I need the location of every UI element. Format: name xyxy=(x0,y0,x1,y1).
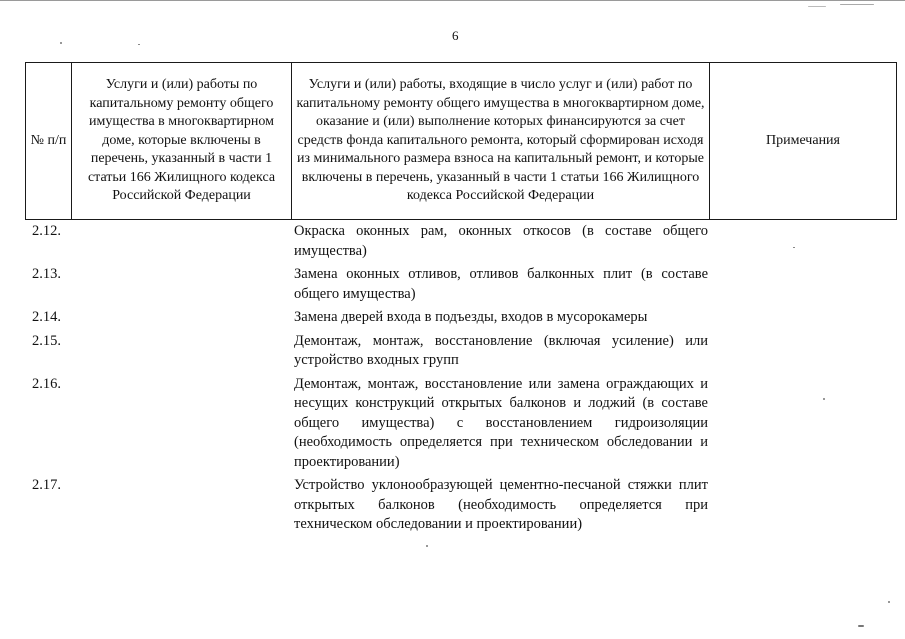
row-text: Устройство уклонообразующей цементно-песчаной стяжки плит открытых балконов (необходимость определяется при техническом обследовании и проектировании) xyxy=(294,477,708,532)
row-text: Замена оконных отливов, отливов балконных плит (в составе общего имущества) xyxy=(294,266,708,302)
header-cell-services-list: Услуги и (или) работы по капитальному ремонту общего имущества в многоквартирном доме, которые включены в перечень, указанный в части 1 статьи 166 Жилищного кодекса Российской Федерации xyxy=(72,63,292,219)
row-text: Окраска оконных рам, оконных откосов (в составе общего имущества) xyxy=(294,223,708,259)
scan-speck xyxy=(858,625,864,627)
page-number: 6 xyxy=(452,28,459,43)
table-header xyxy=(25,62,897,220)
row-text: Демонтаж, монтаж, восстановление или замена ограждающих и несущих конструкций открытых балконов и лоджий (в составе общего имущества) с восстановлением гидроизоляции (необходимость определяется при техническом обследовании и проектировании) xyxy=(294,375,708,470)
scan-speck xyxy=(808,6,826,7)
scan-speck xyxy=(426,545,428,547)
scan-speck xyxy=(840,4,874,5)
table-row xyxy=(25,222,897,261)
table-row xyxy=(25,375,897,473)
row-number: 2.17. xyxy=(32,477,61,493)
row-number: 2.16. xyxy=(32,375,61,392)
row-text: Демонтаж, монтаж, восстановление (включая усиление) или устройство входных групп xyxy=(294,332,708,368)
scan-speck xyxy=(60,42,62,44)
row-number: 2.12. xyxy=(32,223,61,239)
table-row xyxy=(25,308,897,328)
scan-speck xyxy=(888,601,890,603)
table-body xyxy=(25,222,897,539)
row-number: 2.15. xyxy=(32,332,61,349)
scan-speck xyxy=(138,44,140,45)
header-cell-number: № п/п xyxy=(26,63,72,219)
table-row xyxy=(25,476,897,535)
row-number: 2.13. xyxy=(32,266,61,282)
scan-top-edge xyxy=(0,0,905,1)
header-cell-notes: Примечания xyxy=(765,132,840,148)
row-number: 2.14. xyxy=(32,309,61,325)
header-cell-services-fund: Услуги и (или) работы, входящие в число услуг и (или) работ по капитальному ремонту общего имущества в многоквартирном доме, оказание и (или) выполнение которых финансируются за счет средств фонда капитального ремонта, который сформирован исходя из минимального размера взноса на капитальный ремонт, и которые включены в перечень, указанный в части 1 статьи 166 Жилищного кодекса Российской Федерации xyxy=(292,63,710,219)
table-row xyxy=(25,265,897,304)
table-row xyxy=(25,332,897,371)
row-text: Замена дверей входа в подъезды, входов в мусорокамеры xyxy=(294,309,648,325)
